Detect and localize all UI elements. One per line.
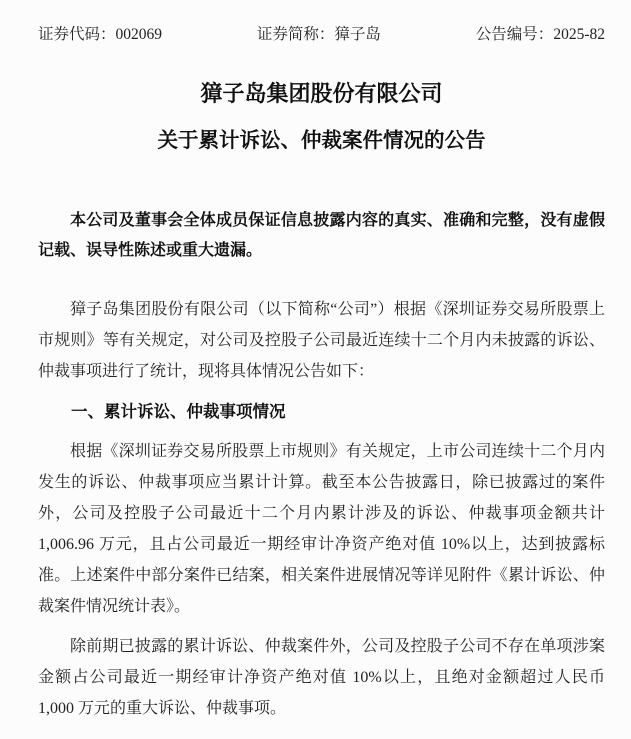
page-title-subject: 关于累计诉讼、仲裁案件情况的公告 (157, 130, 486, 152)
stock-code-value: 002069 (115, 26, 163, 43)
board-declaration: 本公司及董事会全体成员保证信息披露内容的真实、准确和完整，没有虚假记载、误导性陈述或重大遗漏。 (38, 212, 605, 259)
announcement-number (476, 24, 605, 46)
body-paragraph-1: 根据《深圳证券交易所股票上市规则》有关规定，上市公司连续十二个月内发生的诉讼、仲裁事项应当累计计算。截至本公告披露日，除已披露过的案件外，公司及控股子公司最近十二个月内累计涉及的诉讼、仲裁事项金额共计 1,006.96 万元，且占公司最近一期经审计净资产绝对值 10%以上，达到披露标准。上述案件中部分案件已结案，相关案件进展情况等详见附件《累计诉讼、仲裁案件情况统计表》。 (38, 443, 605, 615)
announcement-header (38, 24, 605, 46)
stock-abbr-value: 獐子岛 (334, 26, 381, 43)
announcement-number-label: 公告编号： (475, 26, 554, 43)
intro-paragraph: 獐子岛集团股份有限公司（以下简称“公司”）根据《深圳证券交易所股票上市规则》等有关规定，对公司及控股子公司最近连续十二个月内未披露的诉讼、仲裁事项进行了统计，现将具体情况公告如下： (38, 301, 605, 380)
stock-abbr-label: 证券简称： (256, 26, 335, 43)
stock-abbr (257, 24, 381, 46)
stock-code-label: 证券代码： (38, 26, 116, 43)
section-heading: 一、累计诉讼、仲裁事项情况 (71, 402, 286, 421)
stock-code (38, 24, 162, 46)
announcement-number-value: 2025-82 (553, 26, 605, 43)
page-title-company: 獐子岛集团股份有限公司 (200, 81, 443, 106)
body-paragraph-2: 除前期已披露的累计诉讼、仲裁案件外，公司及控股子公司不存在单项涉案金额占公司最近一期经审计净资产绝对值 10%以上，且绝对金额超过人民币 1,000 万元的重大诉讼、仲裁事项。 (38, 638, 605, 717)
